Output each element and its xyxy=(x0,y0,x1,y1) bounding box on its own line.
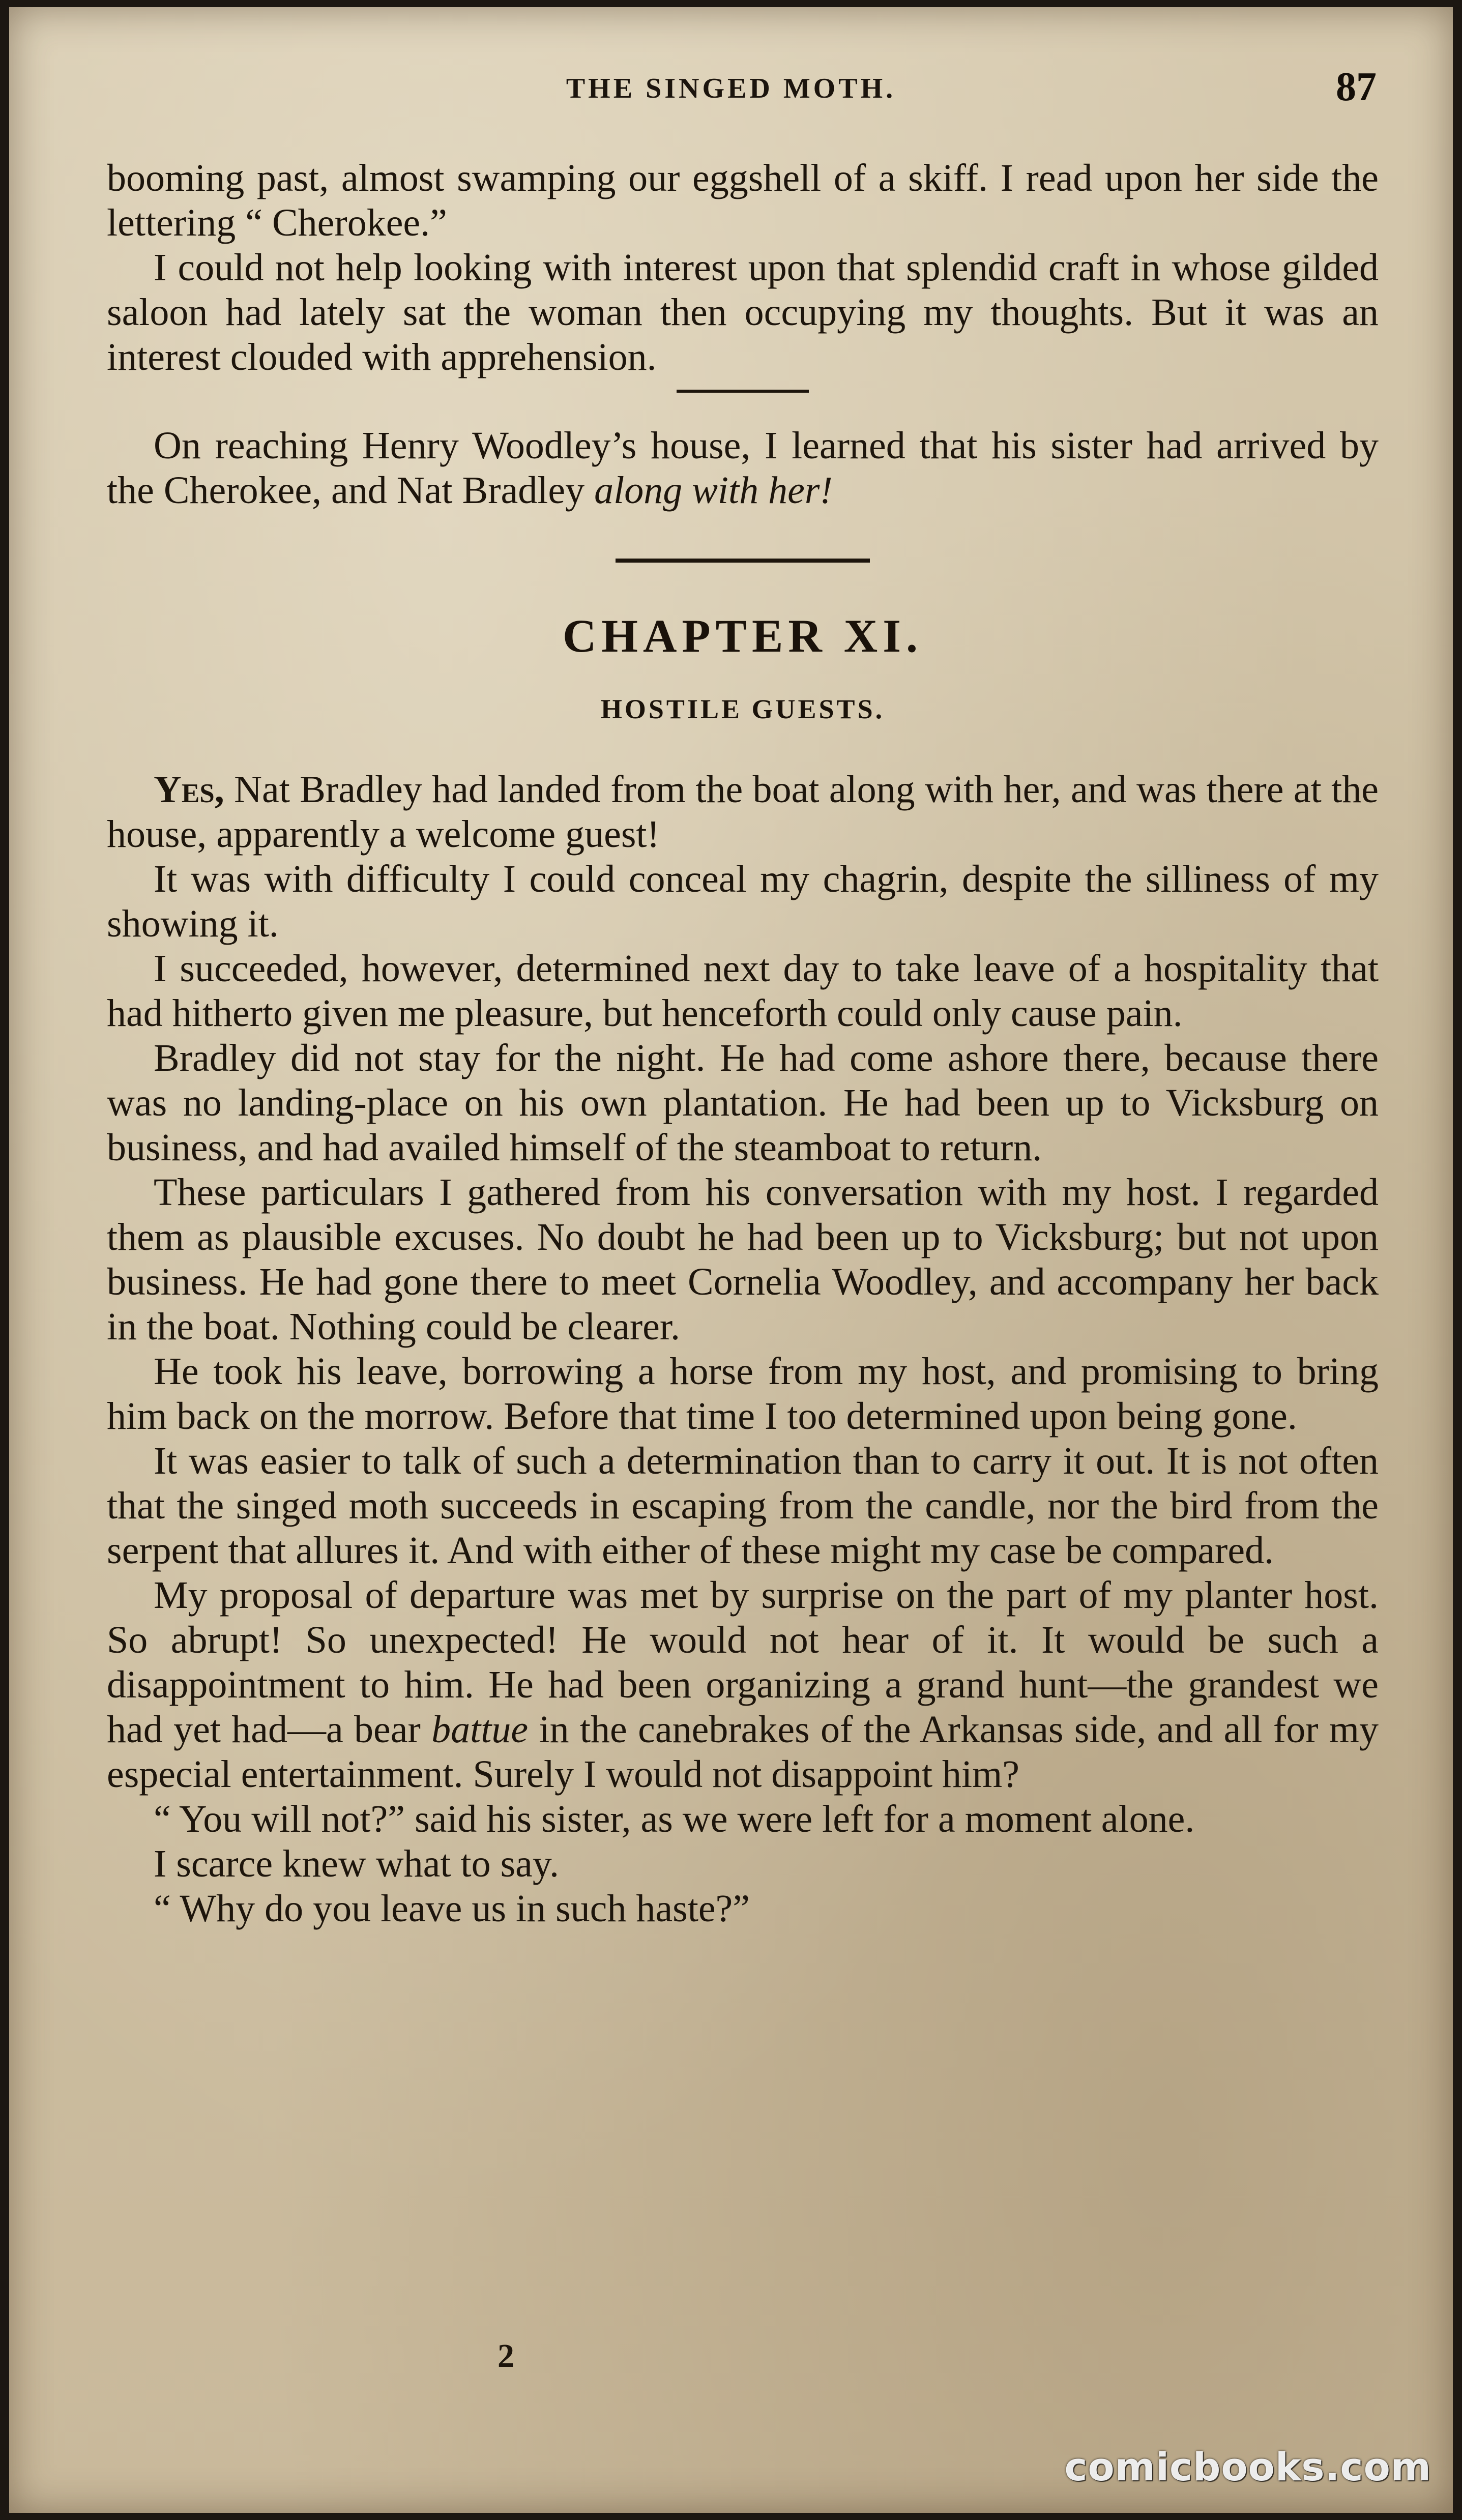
chapter-divider xyxy=(616,559,870,563)
running-title: THE SINGED MOTH. xyxy=(566,73,896,104)
paragraph-battue xyxy=(107,1573,1379,1797)
paragraph: I succeeded, however, determined next day to take leave of a hospitality that had hitherto given me pleasure, but henceforth could only cause pain. xyxy=(107,947,1379,1035)
chapter-title: CHAPTER XI. xyxy=(562,610,923,662)
paragraph-arrival xyxy=(107,423,1379,513)
paragraph-continued: booming past, almost swamping our eggshell of a skiff. I read upon her side the lettering “ Cherokee.” xyxy=(107,157,1379,244)
chapter-lead-word: Yes, xyxy=(154,768,224,811)
paragraph: It was with difficulty I could conceal my chagrin, despite the silliness of my showing it. xyxy=(107,858,1379,945)
dialogue-paragraph: “ You will not?” said his sister, as we were left for a moment alone. xyxy=(154,1798,1195,1840)
chapter-opening-text: Nat Bradley had landed from the boat along with her, and was there at the house, apparently a welcome guest! xyxy=(107,768,1379,856)
watermark: comicbooks.com xyxy=(1064,2444,1431,2489)
body-text xyxy=(107,156,1379,1931)
paragraph: He took his leave, borrowing a horse from my host, and promising to bring him back on the morrow. Before that time I too determined upon being gone. xyxy=(107,1350,1379,1438)
paragraph: It was easier to talk of such a determination than to carry it out. It is not often that the singed moth succeeds in escaping from the candle, nor the bird from the serpent that allures it. And with either of these might my case be compared. xyxy=(107,1440,1379,1572)
chapter-opening-paragraph xyxy=(107,767,1379,857)
book-page xyxy=(9,7,1453,2513)
paragraph: Bradley did not stay for the night. He had come ashore there, because there was no landing-place on his own plantation. He had been up to Vicksburg on business, and had availed himself of the steamboat to return. xyxy=(107,1037,1379,1169)
section-divider xyxy=(677,390,809,393)
paragraph: I could not help looking with interest upon that splendid craft in whose gilded saloon had lately sat the woman then occupying my thoughts. But it was an interest clouded with apprehension. xyxy=(107,246,1379,378)
paragraph: I scarce knew what to say. xyxy=(154,1842,559,1885)
signature-mark: 2 xyxy=(498,2337,514,2375)
battue-italic: battue xyxy=(431,1708,529,1751)
chapter-subtitle: HOSTILE GUESTS. xyxy=(600,694,885,724)
dialogue-paragraph: “ Why do you leave us in such haste?” xyxy=(154,1887,750,1930)
arrival-text: On reaching Henry Woodley’s house, I learned that his sister had arrived by the Cherokee, and Nat Bradley xyxy=(107,424,1379,512)
paragraph: These particulars I gathered from his conversation with my host. I regarded them as plausible excuses. No doubt he had been up to Vicksburg; but not upon business. He had gone there to meet Cornelia Woodley, and accompany her back in the boat. Nothing could be clearer. xyxy=(107,1171,1379,1348)
page-number: 87 xyxy=(1336,65,1377,109)
battue-after: in the canebrakes of the Arkansas side, and all for my especial entertainment. Surely I would not disappoint him? xyxy=(107,1708,1379,1796)
battue-before: My proposal of departure was met by surprise on the part of my planter host. So abrupt! So unexpected! He would not hear of it. It would be such a disappointment to him. He had been organizing a grand hunt—the grandest we had yet had—a bear xyxy=(107,1574,1379,1751)
arrival-italic: along with her! xyxy=(594,469,833,512)
